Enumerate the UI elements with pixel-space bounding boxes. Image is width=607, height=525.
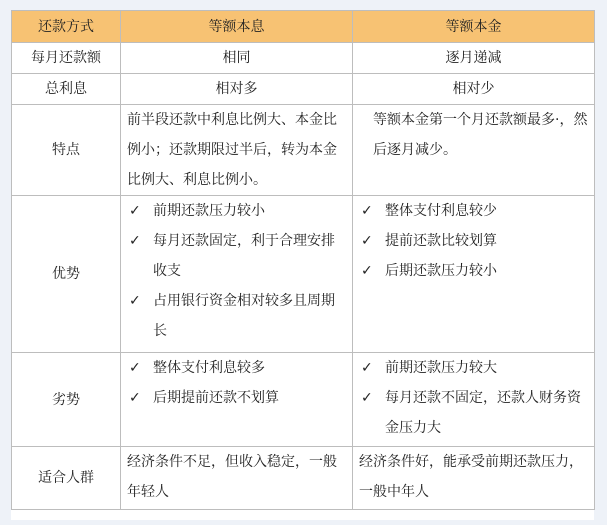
list-item [359,196,588,226]
cell-pros-equal-principal [353,196,595,353]
cell-monthly-equal-installment: 相同 [121,43,353,74]
features-text: 等额本金第一个月还款额最多·，然后逐月减少。 [373,112,588,158]
cell-suitable-equal-principal [353,447,595,510]
cell-interest-equal-principal: 相对少 [353,74,595,105]
list-item-text: 每月还款不固定，还款人财务资金压力大 [385,390,581,436]
cell-features-equal-principal [353,105,595,196]
list-item-text: 占用银行资金相对较多且周期长 [153,293,335,339]
check-icon: ✓ [129,360,141,376]
row-label-suitable-group: 适合人群 [12,447,121,510]
pros-list [353,196,594,286]
row-label-features: 特点 [12,105,121,196]
list-item-text: 每月还款固定，利于合理安排收支 [153,233,335,279]
suitable-text: 经济条件好，能承受前期还款压力，一般中年人 [359,454,583,500]
list-item-text: 提前还款比较划算 [385,233,497,249]
list-item [359,256,588,286]
cell-cons-equal-installment [121,353,353,447]
list-item-text: 后期还款压力较小 [385,263,497,279]
header-equal-principal: 等额本金 [353,11,595,43]
list-item-text: 前期还款压力较大 [385,360,497,376]
check-icon: ✓ [129,293,141,309]
check-icon: ✓ [129,390,141,406]
list-item [127,196,346,226]
row-label-cons: 劣势 [12,353,121,447]
check-icon: ✓ [361,360,373,376]
list-item [127,286,346,346]
row-label-monthly-payment: 每月还款额 [12,43,121,74]
header-repayment-method: 还款方式 [12,11,121,43]
check-icon: ✓ [361,203,373,219]
list-item [127,226,346,286]
cell-monthly-equal-principal: 逐月递减 [353,43,595,74]
table-header-row [12,11,595,43]
check-icon: ✓ [361,233,373,249]
list-item [127,353,346,383]
pros-list [121,196,352,346]
row-label-pros: 优势 [12,196,121,353]
table-row [12,353,595,447]
table-row [12,105,595,196]
comparison-table-container [11,10,594,520]
suitable-text: 经济条件不足，但收入稳定，一般年轻人 [127,454,337,500]
list-item [359,226,588,256]
list-item-text: 后期提前还款不划算 [153,390,279,406]
cell-suitable-equal-installment [121,447,353,510]
repayment-comparison-table [11,10,595,510]
table-row [12,43,595,74]
check-icon: ✓ [361,263,373,279]
cons-list [353,353,594,443]
features-text: 前半段还款中利息比例大、本金比例小；还款期限过半后，转为本金比例大、利息比例小。 [127,112,337,188]
list-item-text: 前期还款压力较小 [153,203,265,219]
list-item-text: 整体支付利息较少 [385,203,497,219]
row-label-total-interest: 总利息 [12,74,121,105]
check-icon: ✓ [129,233,141,249]
list-item-text: 整体支付利息较多 [153,360,265,376]
list-item [127,383,346,413]
check-icon: ✓ [129,203,141,219]
cell-pros-equal-installment [121,196,353,353]
table-row [12,74,595,105]
header-equal-installment: 等额本息 [121,11,353,43]
table-row [12,196,595,353]
cell-interest-equal-installment: 相对多 [121,74,353,105]
cell-cons-equal-principal [353,353,595,447]
cons-list [121,353,352,413]
table-row [12,447,595,510]
check-icon: ✓ [361,390,373,406]
list-item [359,353,588,383]
cell-features-equal-installment [121,105,353,196]
list-item [359,383,588,443]
